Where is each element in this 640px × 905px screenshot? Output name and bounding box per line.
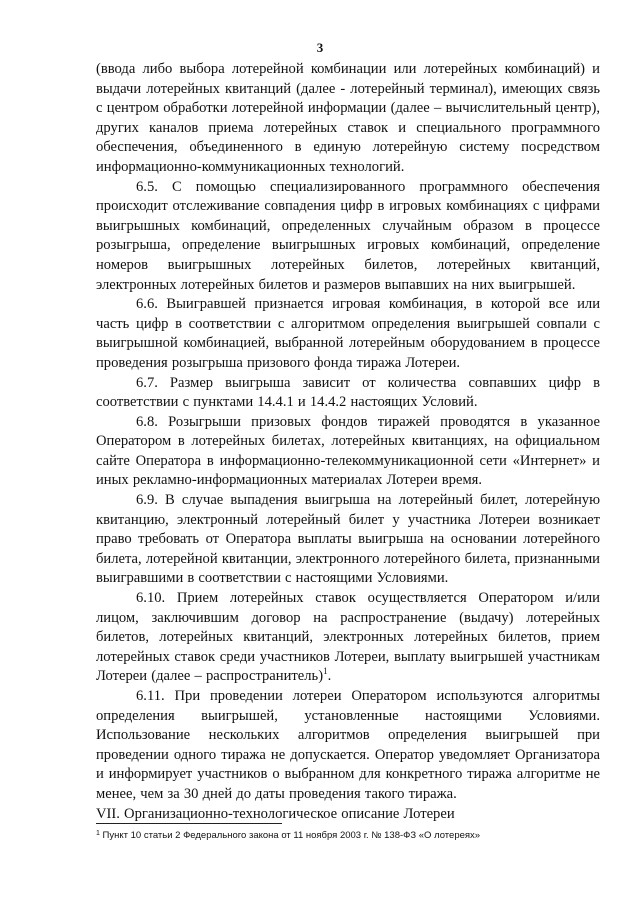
footnote-text: Пункт 10 статьи 2 Федерального закона от 11 ноября 2003 г. № 138-ФЗ «О лотереях» — [99, 830, 481, 841]
paragraph-6-9: 6.9. В случае выпадения выигрыша на лотерейный билет, лотерейную квитанцию, электронный лотерейный билет у участника Лотереи возникает право требовать от Оператора выплаты выигрыша на основании лотерейного билета, лотерейной квитанции, электронного лотерейного билета, признанными выигравшими в соответствии с настоящими Условиями. — [96, 492, 600, 587]
section-heading: VII. Организационно-технологическое описание Лотереи — [96, 805, 455, 822]
paragraph-6-7: 6.7. Размер выигрыша зависит от количества совпавших цифр в соответствии с пунктами 14.4.1 и 14.4.2 настоящих Условий. — [96, 374, 600, 411]
footnote-marker: 1 — [96, 830, 100, 837]
paragraph-6-8: 6.8. Розыгрыши призовых фондов тиражей проводятся в указанное Оператором в лотерейных билетах, лотерейных квитанциях, на официальном сайте Оператора в информационно-телекоммуникационной сети «Интернет» и иных рекламно-информационных материалах Лотереи время. — [96, 413, 600, 489]
footnote-divider — [96, 823, 282, 824]
paragraph-6-10-end: . — [327, 668, 332, 685]
paragraph-6-10-text: 6.10. Прием лотерейных ставок осуществляется Оператором и/или лицом, заключившим договор на распространение (выдачу) лотерейных билетов, лотерейных квитанций, электронных лотерейных билетов, прием лотерейных ставок среди участников Лотереи, выплату выигрышей участникам Лотереи (далее – распространитель) — [96, 590, 600, 685]
paragraph-continuation: (ввода либо выбора лотерейной комбинации или лотерейных комбинаций) и выдачи лотерейных квитанций (далее - лотерейный терминал), имеющих связь с центром обработки лотерейной информации (далее – вычислительный центр), других каналов приема лотерейных ставок и специального программного обеспечения, объединенного в единую лотерейную систему посредством информационно-коммуникационных технологий. — [96, 61, 600, 175]
page-number: 3 — [316, 40, 324, 55]
paragraph-6-10 — [96, 589, 600, 687]
paragraph-6-6: 6.6. Выигравшей признается игровая комбинация, в которой все или часть цифр в соответствии с алгоритмом определения выигрышей совпали с выигрышной комбинацией, выбранной лотерейным оборудованием в процессе проведения розыгрыша призового фонда тиража Лотереи. — [96, 296, 600, 371]
document-body — [96, 60, 600, 824]
paragraph-6-11: 6.11. При проведении лотереи Оператором используются алгоритмы определения выигрышей, установленные настоящими Условиями. Использование нескольких алгоритмов определения выигрышей при проведении одного тиража не допускается. Оператор уведомляет Организатора и информирует участников о выбранном для конкретного тиража алгоритме не менее, чем за 30 дней до даты проведения такого тиража. — [96, 688, 600, 802]
footnote-reference[interactable]: 1 — [323, 666, 328, 677]
paragraph-6-5: 6.5. С помощью специализированного программного обеспечения происходит отслеживание совпадения цифр в игровых комбинациях с цифрами выигрышных комбинаций, определенных случайным образом в процессе розыгрыша, определение выигрышных игровых комбинаций, определение номеров выигрышных лотерейных билетов, лотерейных квитанций, электронных лотерейных билетов и размеров выпавших на них выигрышей. — [96, 178, 600, 293]
footnote — [96, 830, 606, 842]
